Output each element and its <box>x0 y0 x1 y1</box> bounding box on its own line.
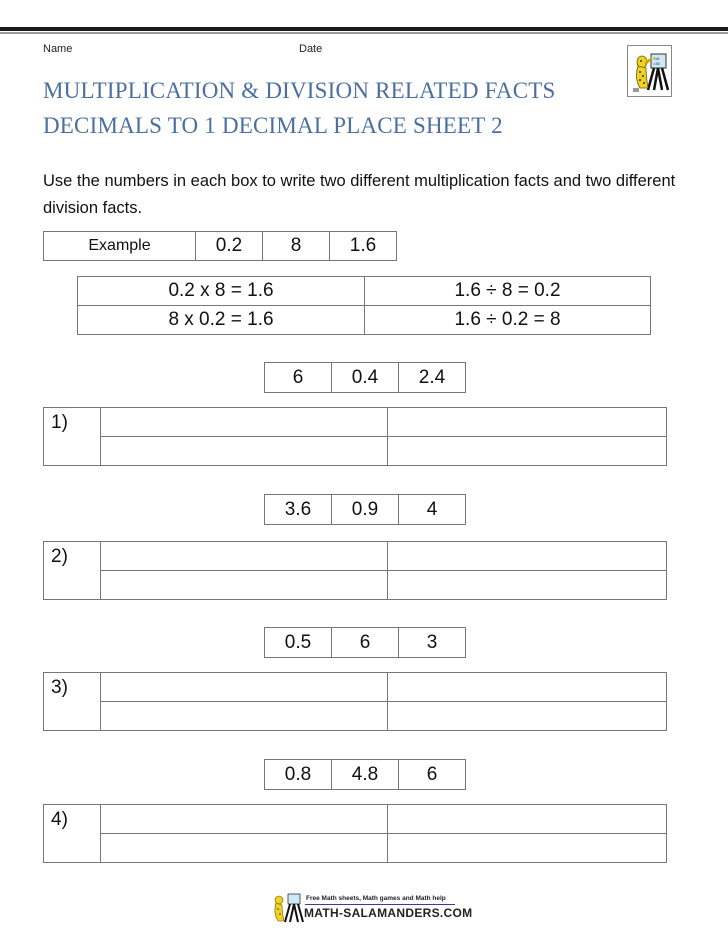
top-rule <box>0 27 728 31</box>
answer-cell[interactable] <box>101 437 388 466</box>
answer-cell[interactable] <box>388 805 667 834</box>
example-numbers-box <box>43 231 397 261</box>
problem-number: 3 <box>399 628 466 658</box>
problem-number: 0.9 <box>332 495 399 525</box>
example-number: 1.6 <box>330 232 397 261</box>
problem-number: 4.8 <box>332 760 399 790</box>
problem-label: 1) <box>44 408 101 466</box>
example-number: 0.2 <box>196 232 263 261</box>
problem-label: 4) <box>44 805 101 863</box>
answer-cell[interactable] <box>101 702 388 731</box>
page-title-line-2: DECIMALS TO 1 DECIMAL PLACE SHEET 2 <box>43 113 503 138</box>
example-fact: 1.6 ÷ 8 = 0.2 <box>365 277 651 306</box>
name-label: Name <box>43 43 73 55</box>
problem-2-answer-grid <box>43 541 667 600</box>
example-number: 8 <box>263 232 330 261</box>
footer-brand: MATH-SALAMANDERS.COM <box>304 906 473 920</box>
answer-cell[interactable] <box>388 408 667 437</box>
svg-text:7x5: 7x5 <box>653 56 660 61</box>
problem-4-answer-grid <box>43 804 667 863</box>
answer-cell[interactable] <box>101 805 388 834</box>
page-title-line-1: MULTIPLICATION & DIVISION RELATED FACTS <box>43 78 556 103</box>
example-fact: 1.6 ÷ 0.2 = 8 <box>365 306 651 335</box>
salamander-logo-icon <box>270 893 304 923</box>
problem-number: 4 <box>399 495 466 525</box>
answer-cell[interactable] <box>388 702 667 731</box>
problem-3-numbers <box>264 627 466 658</box>
problem-label: 3) <box>44 673 101 731</box>
example-label: Example <box>44 232 196 261</box>
problem-1-answer-grid <box>43 407 667 466</box>
answer-cell[interactable] <box>101 408 388 437</box>
problem-number: 6 <box>332 628 399 658</box>
top-rule-shadow <box>0 32 728 34</box>
problem-label: 2) <box>44 542 101 600</box>
problem-number: 6 <box>399 760 466 790</box>
problem-number: 6 <box>265 363 332 393</box>
problem-number: 0.4 <box>332 363 399 393</box>
example-fact: 0.2 x 8 = 1.6 <box>78 277 365 306</box>
answer-cell[interactable] <box>101 673 388 702</box>
instructions: Use the numbers in each box to write two different multiplication facts and two different division facts. <box>43 172 676 217</box>
answer-cell[interactable] <box>101 542 388 571</box>
problem-number: 0.8 <box>265 760 332 790</box>
problem-number: 3.6 <box>265 495 332 525</box>
example-facts-table <box>77 276 651 335</box>
problem-4-numbers <box>264 759 466 790</box>
answer-cell[interactable] <box>388 673 667 702</box>
problem-number: 0.5 <box>265 628 332 658</box>
answer-cell[interactable] <box>388 437 667 466</box>
answer-cell[interactable] <box>101 571 388 600</box>
svg-text:=35: =35 <box>653 61 660 66</box>
footer-tagline: Free Math sheets, Math games and Math help <box>306 895 446 902</box>
problem-number: 2.4 <box>399 363 466 393</box>
salamander-teacher-icon <box>627 45 672 97</box>
date-label: Date <box>299 43 323 55</box>
problem-1-numbers <box>264 362 466 393</box>
answer-cell[interactable] <box>388 571 667 600</box>
footer-divider <box>305 904 455 905</box>
problem-2-numbers <box>264 494 466 525</box>
example-fact: 8 x 0.2 = 1.6 <box>78 306 365 335</box>
answer-cell[interactable] <box>388 542 667 571</box>
footer-logo <box>270 893 473 923</box>
answer-cell[interactable] <box>101 834 388 863</box>
answer-cell[interactable] <box>388 834 667 863</box>
problem-3-answer-grid <box>43 672 667 731</box>
